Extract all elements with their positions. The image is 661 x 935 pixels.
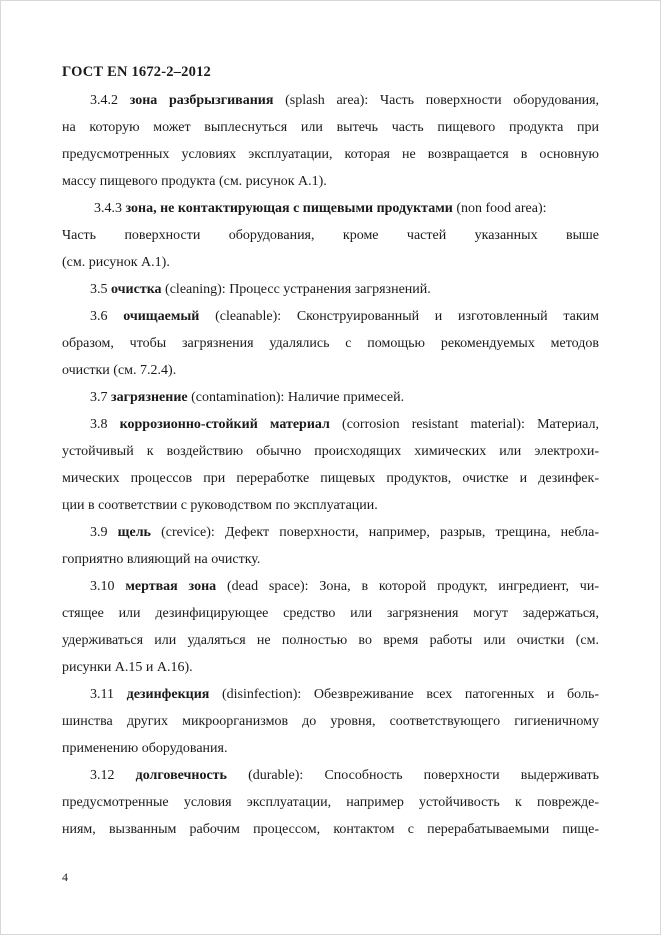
clause-number: 3.4.3 [94, 201, 122, 216]
clause-3-10 [62, 573, 599, 681]
clause-3-6 [62, 303, 599, 384]
clause-english-term: (non food area): [456, 201, 547, 216]
clause-text: Обезвреживание всех патогенных и боль- [313, 687, 599, 702]
clause-text: Зона, в которой продукт, ингредиент, чи- [319, 579, 599, 594]
clause-english-term: (cleaning): [165, 282, 226, 297]
clause-3-5 [62, 276, 599, 303]
clause-3-4-3 [62, 195, 599, 276]
clause-line: очистки (см. 7.2.4). [62, 363, 177, 378]
clause-3-7 [62, 384, 599, 411]
clause-line: гоприятно влияющий на очистку. [62, 552, 261, 567]
clause-term: зона, не контактирующая с пищевыми продуктами [125, 201, 453, 216]
clause-english-term: (splash area): [285, 93, 369, 108]
clause-text: Способность поверхности выдерживать [324, 768, 599, 783]
clause-term: долговечность [135, 768, 227, 783]
clause-line: массу пищевого продукта (см. рисунок А.1). [62, 174, 327, 189]
clause-line: мических процессов при переработке пищевых продуктов, очистке и дезинфек- [62, 471, 599, 486]
clause-english-term: (durable): [248, 768, 304, 783]
clause-first-line [62, 681, 599, 708]
document-header: ГОСТ EN 1672-2–2012 [62, 64, 211, 80]
clause-english-term: (corrosion resistant material): [342, 417, 525, 432]
clause-line: удерживаться или удаляться не полностью во время работы или очистки (см. [62, 633, 599, 648]
clause-term: мертвая зона [125, 579, 217, 594]
clause-term: очищаемый [123, 309, 200, 324]
clause-line: предусмотренные условия эксплуатации, например устойчивость к поврежде- [62, 795, 599, 810]
clause-text: Сконструированный и изготовленный таким [296, 309, 599, 324]
clause-term: дезинфекция [126, 687, 210, 702]
clause-first-line [62, 573, 599, 600]
clause-english-term: (contamination): [191, 390, 285, 405]
clause-text: Процесс устранения загрязнений. [229, 282, 431, 297]
clause-number: 3.10 [90, 579, 115, 594]
clause-term: очистка [111, 282, 162, 297]
clause-number: 3.4.2 [90, 93, 118, 108]
page-number: 4 [62, 870, 68, 884]
clause-number: 3.9 [90, 525, 108, 540]
clause-term: зона разбрызгивания [129, 93, 274, 108]
clause-3-4-2 [62, 87, 599, 195]
clause-first-line [62, 195, 599, 222]
clause-number: 3.5 [90, 282, 108, 297]
clause-english-term: (crevice): [161, 525, 215, 540]
clause-first-line [62, 276, 599, 303]
clause-text: Наличие примесей. [287, 390, 405, 405]
clause-text: Часть поверхности оборудования, [380, 93, 599, 108]
clause-text: Дефект поверхности, например, разрыв, трещина, небла- [224, 525, 599, 540]
document-body [62, 87, 599, 843]
clause-first-line [62, 384, 599, 411]
clause-line: на которую может выплеснуться или вытечь часть пищевого продукта при [62, 120, 599, 135]
clause-line: применению оборудования. [62, 741, 228, 756]
clause-first-line [62, 87, 599, 114]
clause-line: образом, чтобы загрязнения удалялись с помощью рекомендуемых методов [62, 336, 599, 351]
clause-line: шинства других микроорганизмов до уровня, соответствующего гигиеничному [62, 714, 599, 729]
clause-3-12 [62, 762, 599, 843]
clause-line: ции в соответствии с руководством по эксплуатации. [62, 498, 378, 513]
clause-english-term: (dead space): [227, 579, 309, 594]
clause-term: коррозионно-стойкий материал [119, 417, 330, 432]
clause-term: загрязнение [111, 390, 188, 405]
clause-line: устойчивый к воздействию обычно происходящих химических или электрохи- [62, 444, 599, 459]
clause-first-line [62, 411, 599, 438]
clause-number: 3.6 [90, 309, 108, 324]
clause-line: ниям, вызванным рабочим процессом, контактом с перерабатываемыми пище- [62, 822, 599, 837]
clause-first-line [62, 303, 599, 330]
clause-first-line [62, 519, 599, 546]
clause-text: Материал, [537, 417, 599, 432]
clause-line: стящее или дезинфицирующее средство или загрязнения могут задержаться, [62, 606, 599, 621]
clause-english-term: (disinfection): [221, 687, 302, 702]
clause-3-8 [62, 411, 599, 519]
clause-3-9 [62, 519, 599, 573]
clause-3-11 [62, 681, 599, 762]
clause-term: щель [117, 525, 151, 540]
clause-line: (см. рисунок А.1). [62, 255, 170, 270]
clause-line: Часть поверхности оборудования, кроме частей указанных выше [62, 228, 599, 243]
clause-number: 3.12 [90, 768, 115, 783]
clause-line: предусмотренных условиях эксплуатации, которая не возвращается в основную [62, 147, 599, 162]
clause-english-term: (cleanable): [215, 309, 282, 324]
clause-first-line [62, 762, 599, 789]
clause-number: 3.11 [90, 687, 114, 702]
clause-number: 3.7 [90, 390, 108, 405]
clause-line: рисунки А.15 и А.16). [62, 660, 193, 675]
clause-number: 3.8 [90, 417, 108, 432]
